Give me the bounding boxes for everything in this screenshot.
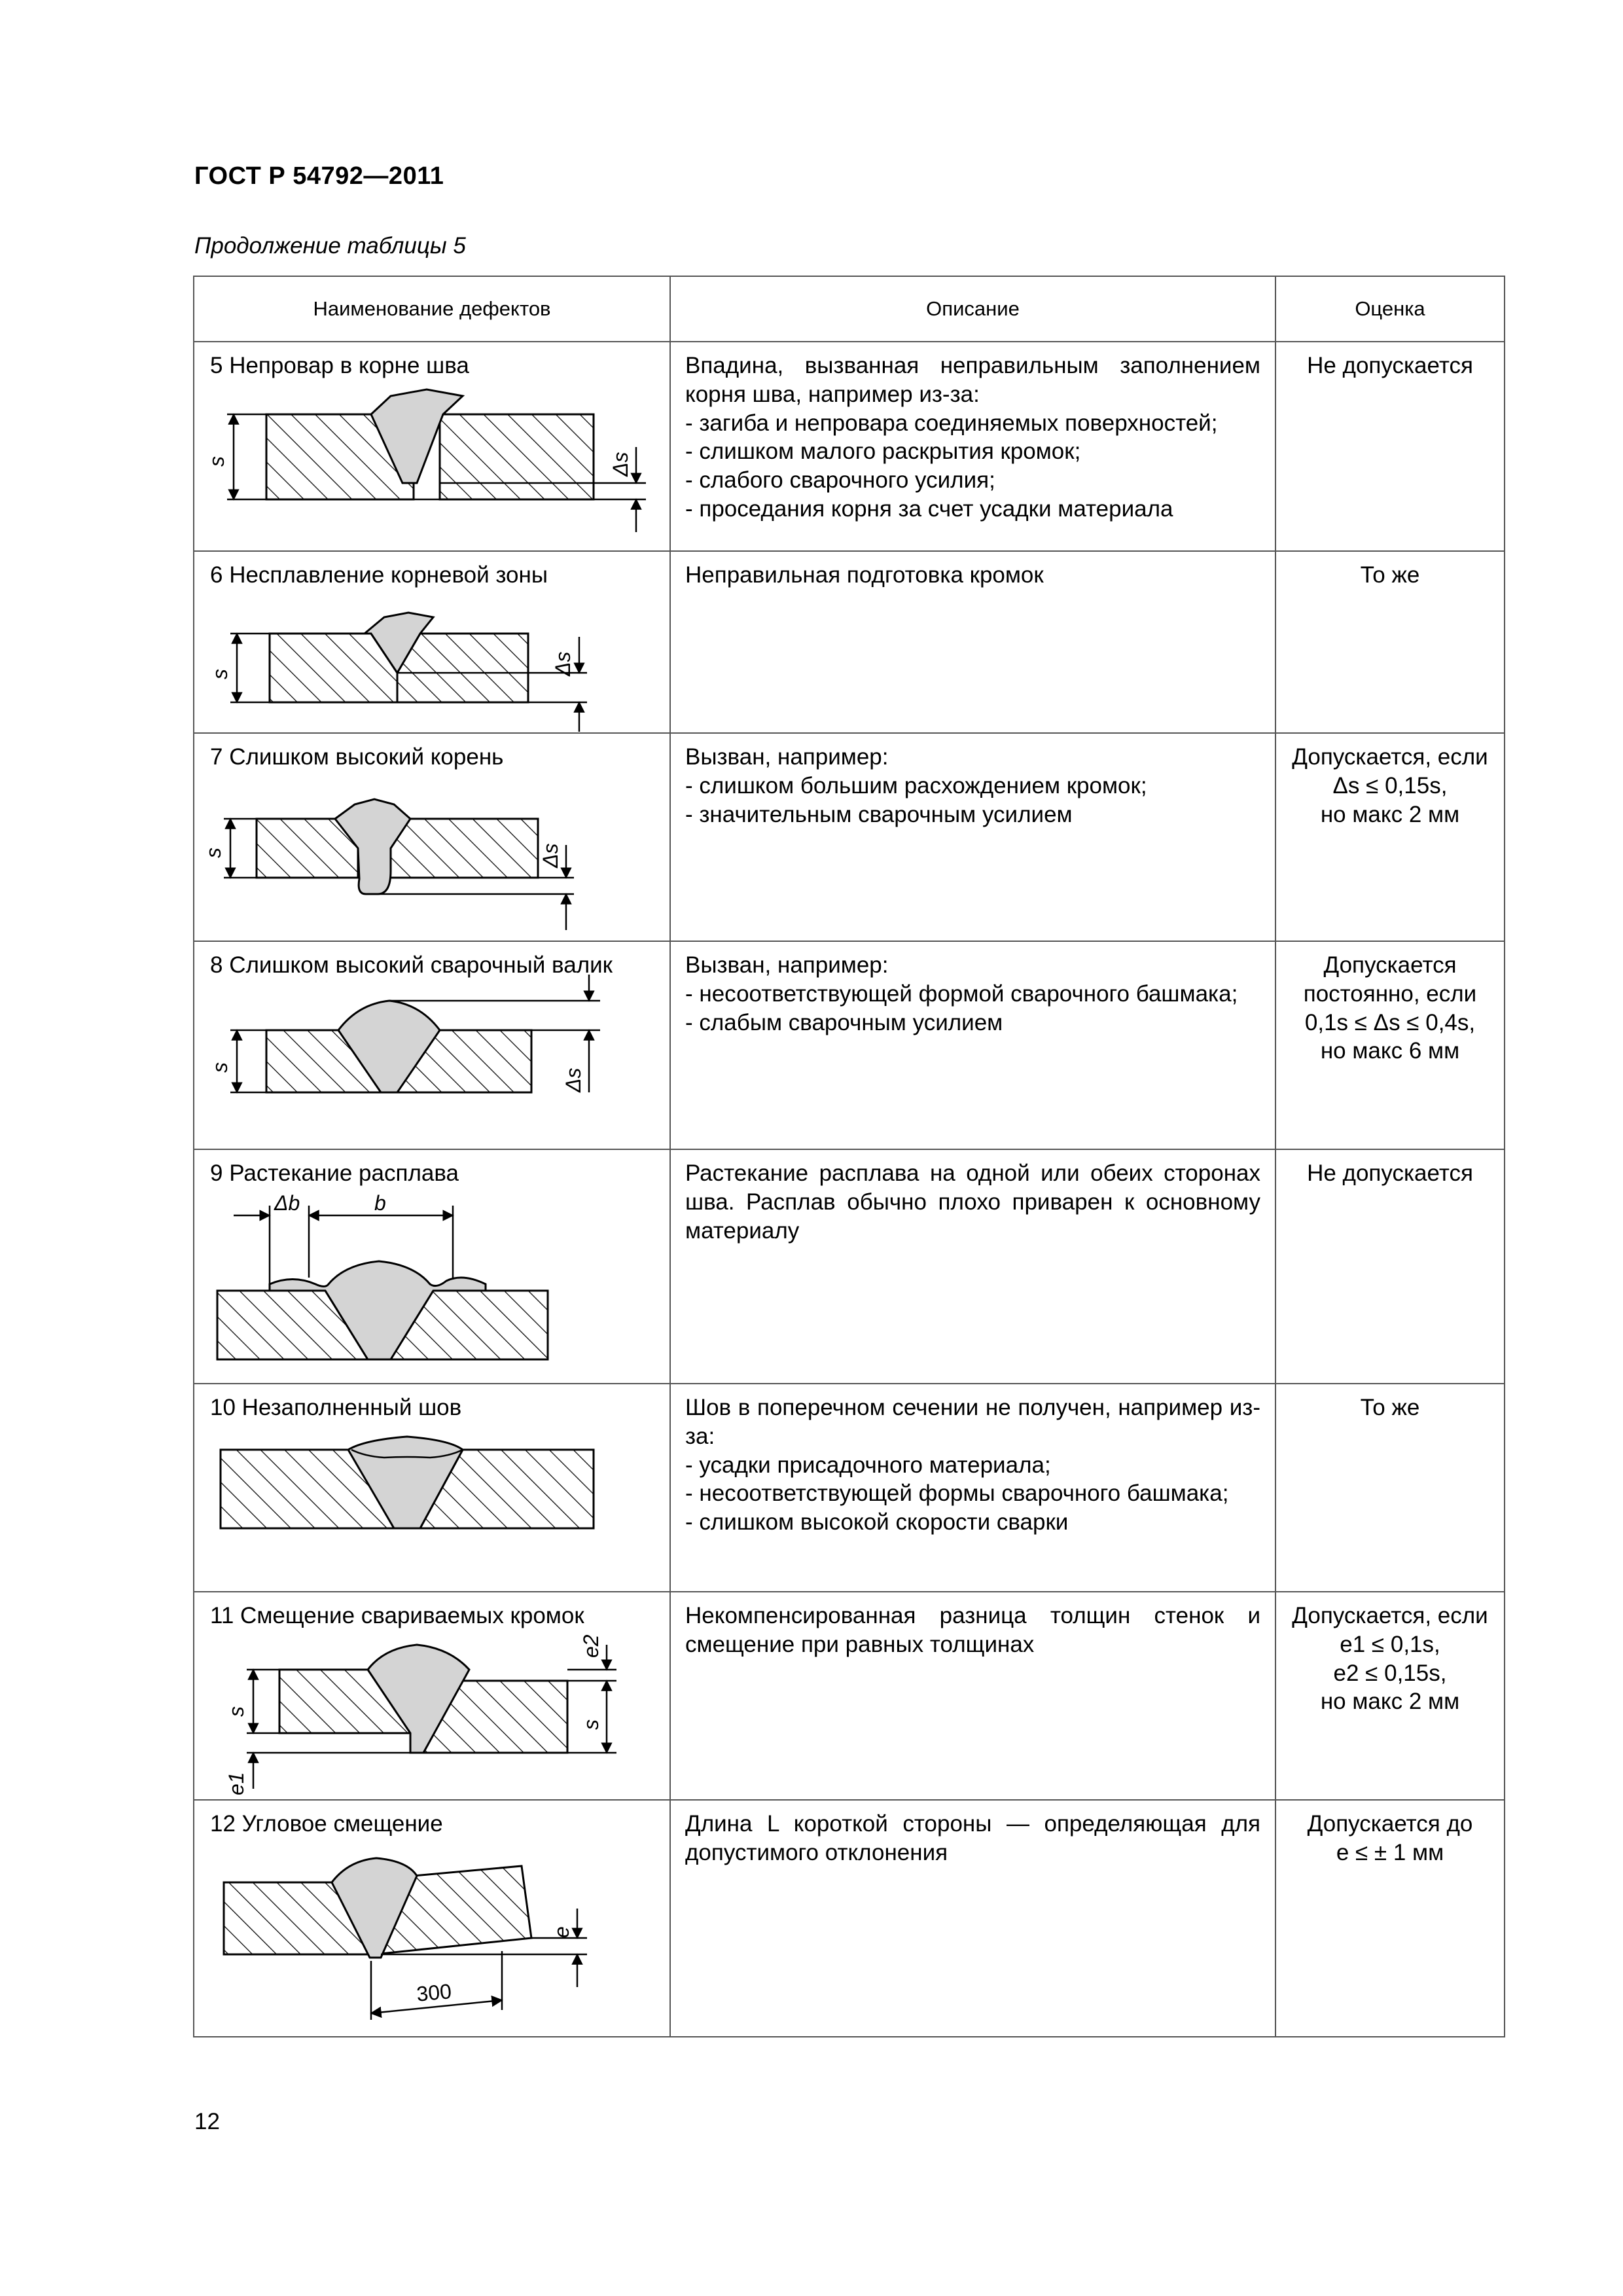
grade-line: То же	[1360, 1395, 1420, 1420]
description-cell	[670, 1800, 1275, 2037]
label-delta-s: Δs	[551, 651, 575, 676]
description-line: - слишком малого раскрытия кромок;	[685, 439, 1081, 465]
table-row	[194, 1384, 1505, 1592]
label-delta-s: Δs	[562, 1067, 585, 1092]
defect-name-cell	[194, 941, 670, 1149]
defect-name: 5 Непровар в корне шва	[210, 353, 469, 378]
column-header-grade: Оценка	[1275, 276, 1505, 342]
table-row	[194, 551, 1505, 733]
grade-line: Допускается, если	[1292, 1603, 1488, 1628]
grade-line: Не допускается	[1307, 1160, 1473, 1186]
grade-line: То же	[1360, 562, 1420, 588]
defects-table	[193, 276, 1505, 2037]
table-row	[194, 941, 1505, 1149]
description-line: - слишком большим расхождением кромок;	[685, 772, 1147, 798]
weld-figure	[194, 1150, 671, 1384]
description-line: - слабым сварочным усилием	[685, 1009, 1003, 1035]
defect-name-cell	[194, 342, 670, 551]
defect-name: 12 Угловое смещение	[210, 1811, 443, 1837]
description-cell	[670, 1149, 1275, 1384]
defect-name-cell	[194, 1592, 670, 1800]
label-s: s	[205, 456, 228, 467]
description-line: Длина L короткой стороны — определяющая для допустимого отклонения	[685, 1811, 1260, 1865]
grade-cell	[1275, 1384, 1505, 1592]
table-row	[194, 733, 1505, 941]
description-line: Вызван, например:	[685, 952, 889, 978]
weld-figure	[194, 1592, 671, 1801]
label-s: s	[579, 1719, 603, 1730]
label-s: s	[224, 1706, 248, 1717]
label-s: s	[202, 848, 225, 858]
grade-cell	[1275, 733, 1505, 941]
grade-line: e1 ≤ 0,1s,	[1340, 1631, 1440, 1657]
defect-name: 10 Незаполненный шов	[210, 1395, 462, 1420]
grade-line: 0,1s ≤ Δs ≤ 0,4s,	[1304, 1009, 1476, 1035]
label-e2: e2	[579, 1634, 603, 1658]
defect-name: 9 Растекание расплава	[210, 1160, 459, 1186]
label-e1: e1	[224, 1772, 248, 1795]
label-s: s	[208, 669, 232, 679]
grade-line: Δs ≤ 0,15s,	[1332, 772, 1448, 798]
grade-cell	[1275, 1149, 1505, 1384]
weld-figure	[194, 552, 671, 734]
weld-figure	[194, 1384, 671, 1592]
description-cell	[670, 342, 1275, 551]
defect-name-cell	[194, 551, 670, 733]
table-row	[194, 1149, 1505, 1384]
description-line: - слишком высокой скорости сварки	[685, 1509, 1069, 1535]
label-length-300: 300	[415, 1979, 453, 2006]
description-line: - значительным сварочным усилием	[685, 801, 1073, 827]
description-cell	[670, 1384, 1275, 1592]
description-line: Шов в поперечном сечении не получен, например из-за:	[685, 1395, 1260, 1449]
defect-name-cell	[194, 1800, 670, 2037]
description-line: Впадина, вызванная неправильным заполнением корня шва, например из-за:	[685, 353, 1260, 407]
table-row	[194, 342, 1505, 551]
defect-name-cell	[194, 733, 670, 941]
grade-line: но макс 2 мм	[1320, 1689, 1460, 1715]
grade-line: e2 ≤ 0,15s,	[1333, 1660, 1447, 1686]
grade-line: Допускается	[1323, 952, 1457, 978]
description-cell	[670, 1592, 1275, 1800]
weld-figure	[194, 942, 671, 1150]
description-cell	[670, 733, 1275, 941]
label-e: e	[550, 1926, 573, 1938]
label-delta-s: Δs	[609, 452, 632, 476]
grade-cell	[1275, 941, 1505, 1149]
description-cell	[670, 551, 1275, 733]
grade-line: e ≤ ± 1 мм	[1336, 1839, 1444, 1865]
grade-cell	[1275, 1592, 1505, 1800]
grade-cell	[1275, 342, 1505, 551]
defect-name: 7 Слишком высокий корень	[210, 744, 504, 770]
description-line: - загиба и непровара соединяемых поверхностей;	[685, 410, 1218, 436]
label-b: b	[374, 1191, 386, 1215]
grade-line: но макс 6 мм	[1320, 1038, 1460, 1064]
label-delta-b: Δb	[274, 1191, 300, 1215]
table-header-row	[194, 276, 1505, 342]
grade-line: Допускается, если	[1292, 744, 1488, 770]
label-delta-s: Δs	[539, 843, 562, 868]
grade-line: но макс 2 мм	[1320, 801, 1460, 827]
description-line: - несоответствующей формой сварочного башмака;	[685, 980, 1238, 1007]
defect-name: 11 Смещение свариваемых кромок	[210, 1603, 584, 1628]
description-line: Вызван, например:	[685, 744, 889, 770]
description-cell	[670, 941, 1275, 1149]
table-row	[194, 1592, 1505, 1800]
description-line: Растекание расплава на одной или обеих сторонах шва. Расплав обычно плохо приварен к основному материалу	[685, 1160, 1260, 1244]
grade-line: Не допускается	[1307, 353, 1473, 378]
weld-figure	[194, 1801, 671, 2037]
grade-line: постоянно, если	[1303, 980, 1477, 1007]
grade-cell	[1275, 551, 1505, 733]
description-line: Некомпенсированная разница толщин стенок и смещение при равных толщинах	[685, 1603, 1260, 1657]
table-caption: Продолжение таблицы 5	[194, 233, 466, 259]
description-line: - слабого сварочного усилия;	[685, 467, 995, 493]
weld-figure	[194, 342, 671, 552]
defect-name-cell	[194, 1384, 670, 1592]
label-s: s	[208, 1062, 232, 1073]
defect-name: 6 Несплавление корневой зоны	[210, 562, 548, 588]
grade-cell	[1275, 1800, 1505, 2037]
defect-name: 8 Слишком высокий сварочный валик	[210, 952, 613, 978]
description-line: - проседания корня за счет усадки материала	[685, 495, 1173, 522]
column-header-name: Наименование дефектов	[194, 276, 670, 342]
page-number: 12	[194, 2109, 220, 2134]
table-row	[194, 1800, 1505, 2037]
defect-name-cell	[194, 1149, 670, 1384]
description-line: - усадки присадочного материала;	[685, 1452, 1051, 1478]
document-code: ГОСТ Р 54792—2011	[194, 162, 444, 190]
column-header-description: Описание	[670, 276, 1275, 342]
weld-figure	[194, 734, 671, 942]
description-line: Неправильная подготовка кромок	[685, 562, 1044, 588]
description-line: - несоответствующей формы сварочного башмака;	[685, 1480, 1229, 1507]
grade-line: Допускается до	[1307, 1811, 1473, 1837]
